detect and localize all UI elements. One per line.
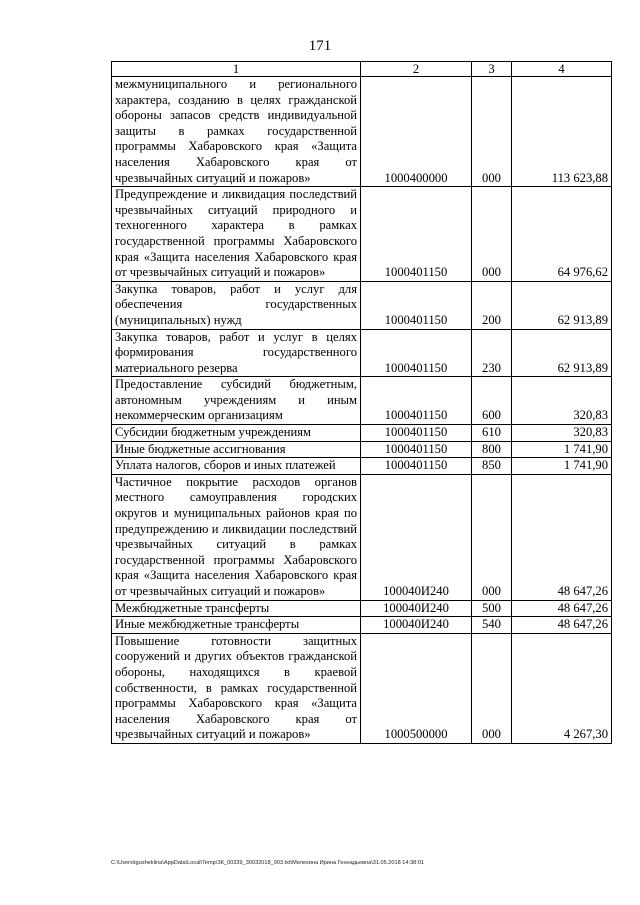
row-target-code: 100040И240 [361,600,472,617]
row-target-code: 1000401150 [361,377,472,425]
row-description: Закупка товаров, работ и услуг в целях формирования государственного материального резерва [112,329,361,377]
row-expense-type: 600 [472,377,512,425]
table-row [112,377,612,425]
row-expense-type: 200 [472,281,512,329]
header-col-1: 1 [112,62,361,77]
table-row [112,425,612,442]
table-row [112,441,612,458]
table-header-row [112,62,612,77]
row-target-code: 1000500000 [361,633,472,743]
row-target-code: 1000401150 [361,441,472,458]
row-expense-type: 540 [472,617,512,634]
row-amount: 62 913,89 [512,329,612,377]
row-amount: 320,83 [512,425,612,442]
row-target-code: 1000401150 [361,187,472,282]
row-target-code: 1000400000 [361,77,472,187]
row-amount: 320,83 [512,377,612,425]
budget-table [111,61,612,744]
row-amount: 48 647,26 [512,600,612,617]
row-expense-type: 000 [472,187,512,282]
row-amount: 1 741,90 [512,441,612,458]
row-description: Субсидии бюджетным учреждениям [112,425,361,442]
table-row [112,600,612,617]
row-amount: 1 741,90 [512,458,612,475]
row-amount: 48 647,26 [512,474,612,600]
header-col-2: 2 [361,62,472,77]
row-amount: 113 623,88 [512,77,612,187]
row-target-code: 100040И240 [361,474,472,600]
row-description: Закупка товаров, работ и услуг для обеспечения государственных (муниципальных) нужд [112,281,361,329]
table-row [112,329,612,377]
row-expense-type: 000 [472,77,512,187]
row-description: Иные межбюджетные трансферты [112,617,361,634]
row-description: Предупреждение и ликвидация последствий чрезвычайных ситуаций природного и техногенного характера в рамках государственной программы Хабаровского края «Защита населения Хабаровского края от чрезвычайных ситуаций и пожаров» [112,187,361,282]
row-target-code: 1000401150 [361,329,472,377]
row-description: Межбюджетные трансферты [112,600,361,617]
row-description: Иные бюджетные ассигнования [112,441,361,458]
row-expense-type: 000 [472,633,512,743]
table-row [112,474,612,600]
row-expense-type: 230 [472,329,512,377]
row-target-code: 1000401150 [361,281,472,329]
row-target-code: 100040И240 [361,617,472,634]
row-expense-type: 500 [472,600,512,617]
row-expense-type: 800 [472,441,512,458]
row-description: Уплата налогов, сборов и иных платежей [112,458,361,475]
table-row [112,187,612,282]
row-amount: 62 913,89 [512,281,612,329]
row-target-code: 1000401150 [361,425,472,442]
row-amount: 4 267,30 [512,633,612,743]
row-expense-type: 000 [472,474,512,600]
row-description: Повышение готовности защитных сооружений и других объектов гражданской обороны, находящихся в краевой собственности, в рамках государственной программы Хабаровского края «Защита населения Хабаровского края от чрезвычайных ситуаций и пожаров» [112,633,361,743]
table-row [112,458,612,475]
row-description: Предоставление субсидий бюджетным, автономным учреждениям и иным некоммерческим организациям [112,377,361,425]
row-amount: 48 647,26 [512,617,612,634]
row-expense-type: 610 [472,425,512,442]
table-row [112,77,612,187]
row-expense-type: 850 [472,458,512,475]
table-row [112,281,612,329]
row-description: межмуниципального и регионального характера, созданию в целях гражданской обороны запасов средств индивидуальной защиты в рамках государственной программы Хабаровского края «Защита населения Хабаровского края от чрезвычайных ситуаций и пожаров» [112,77,361,187]
row-target-code: 1000401150 [361,458,472,475]
page-number: 171 [308,38,332,54]
table-row [112,617,612,634]
header-col-4: 4 [512,62,612,77]
file-path-footer: C:\Users\igusheklina\AppData\Local\Temp\ЗК_00339_30032018_003.txt\Мелехина Ирина Геннадьевна\31.05.2018 14:38:01 [111,860,425,866]
row-amount: 64 976,62 [512,187,612,282]
header-col-3: 3 [472,62,512,77]
table-row [112,633,612,743]
row-description: Частичное покрытие расходов органов местного самоуправления городских округов и муниципальных районов края по предупреждению и ликвидации последствий чрезвычайных ситуаций в рамках государственной программы Хабаровского края «Защита населения Хабаровского края от чрезвычайных ситуаций и пожаров» [112,474,361,600]
